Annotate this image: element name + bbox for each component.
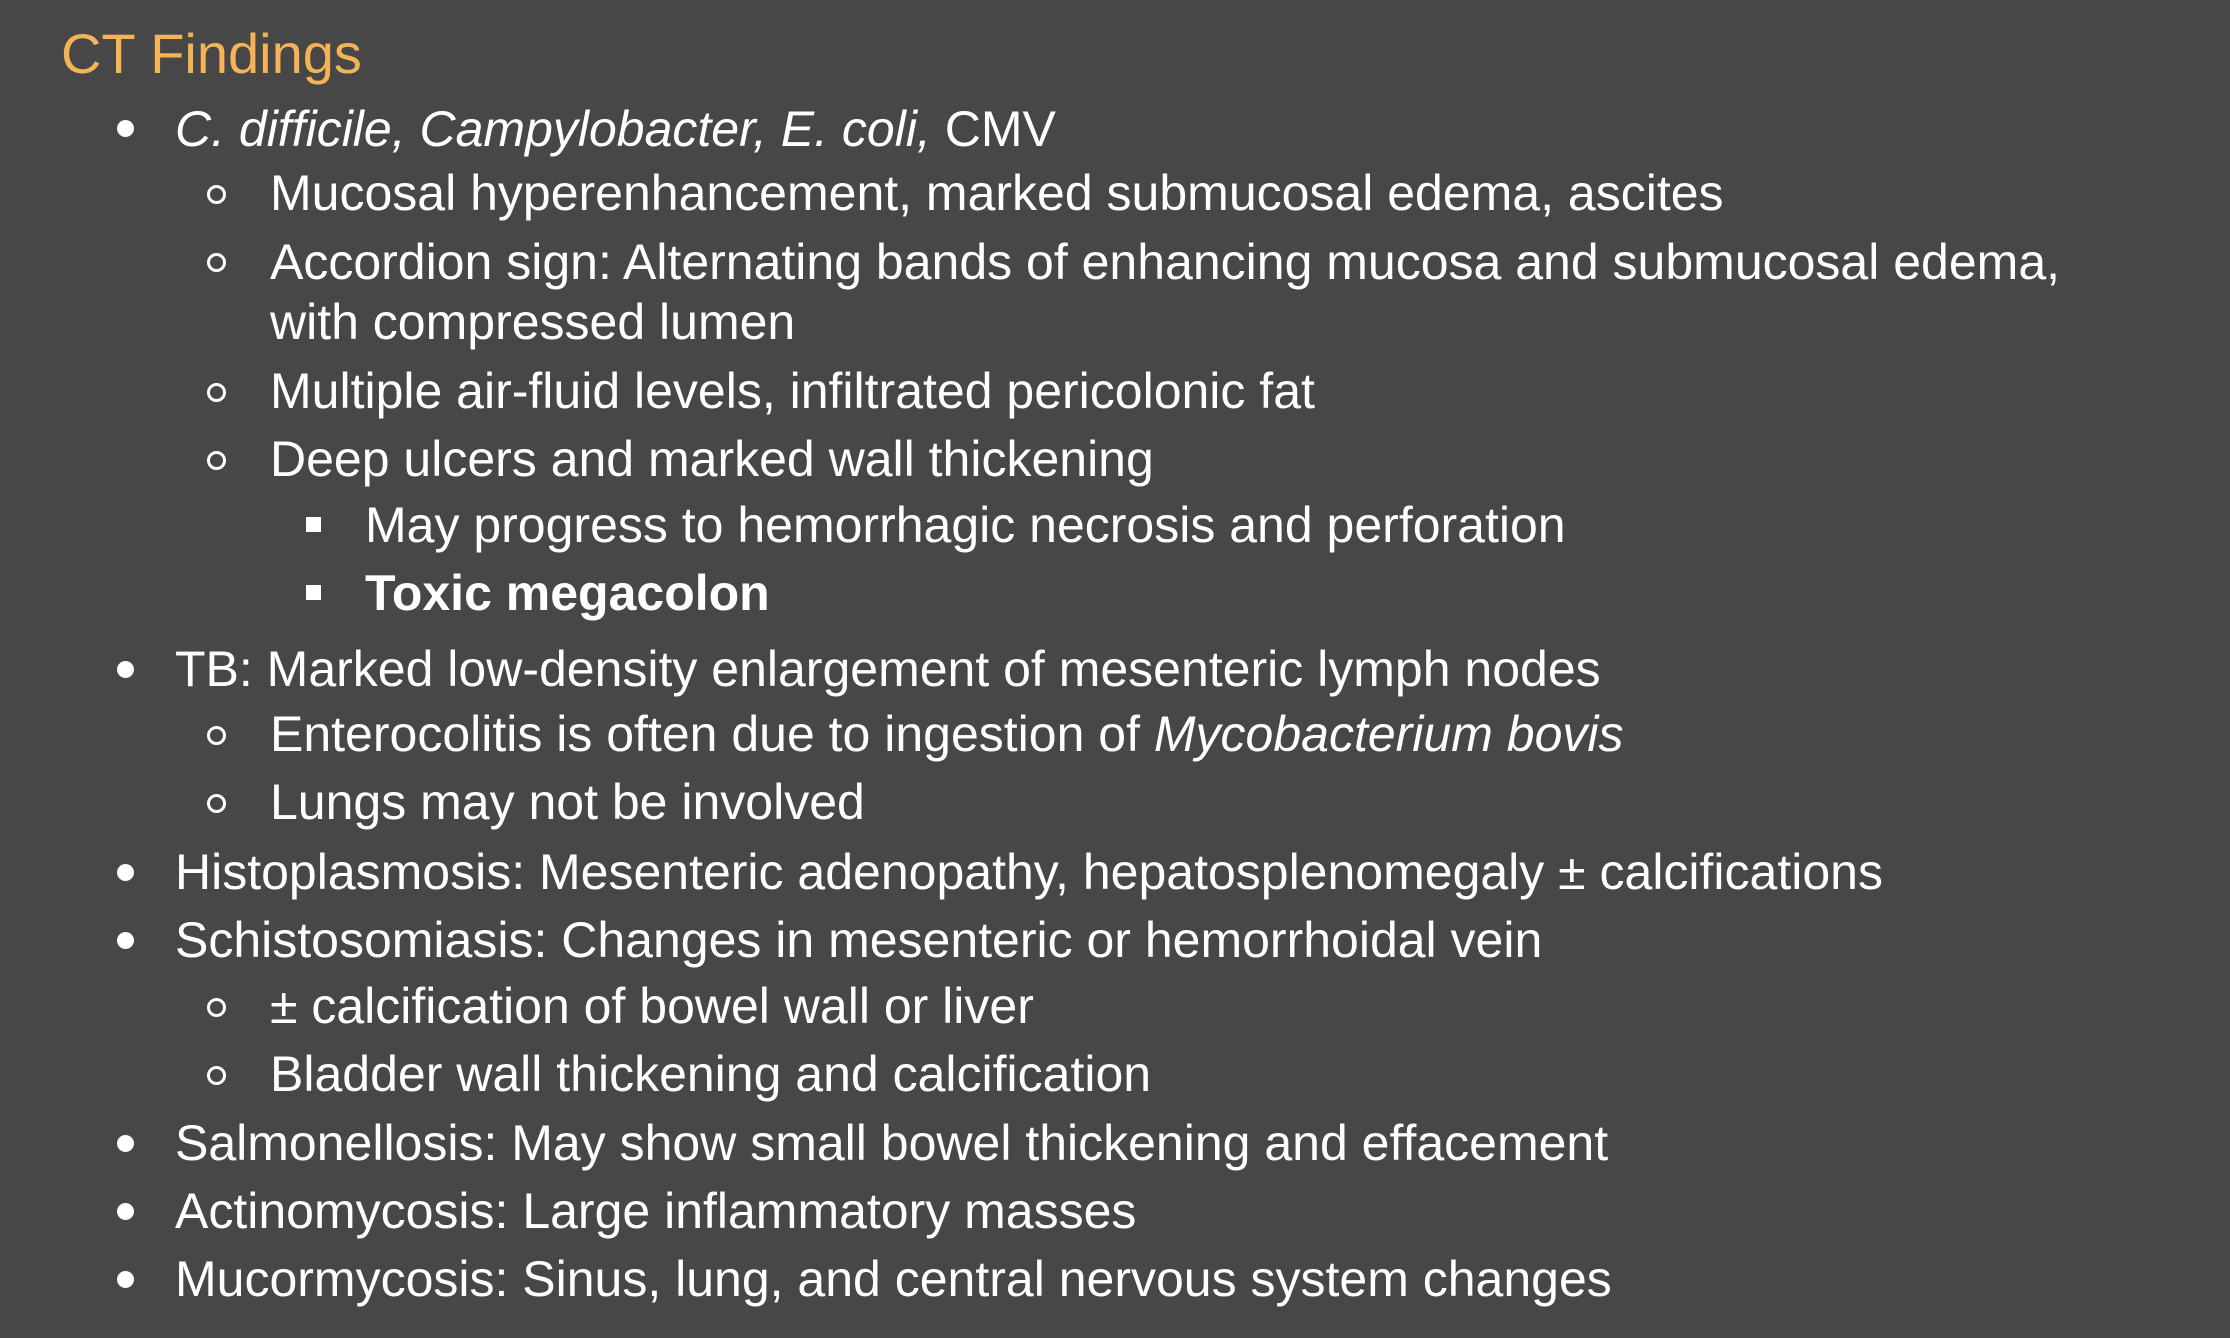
bullet-dot-icon	[117, 1271, 134, 1288]
list-item-actinomycosis: Actinomycosis: Large inflammatory masses	[175, 1183, 1137, 1239]
bullet-dot-icon	[117, 864, 134, 881]
bullet-dot-icon	[117, 1203, 134, 1220]
list-item-salmonellosis: Salmonellosis: May show small bowel thickening and effacement	[175, 1115, 1609, 1171]
bullet-square-icon	[306, 585, 321, 600]
bullet-dot-icon	[117, 661, 134, 678]
list-item-deep-ulcers: Deep ulcers and marked wall thickening	[270, 431, 1154, 487]
slide-title: CT Findings	[61, 22, 362, 85]
list-item-mucosal: Mucosal hyperenhancement, marked submucosal edema, ascites	[270, 165, 1724, 221]
list-item-hemorrhagic: May progress to hemorrhagic necrosis and perforation	[365, 497, 1566, 553]
list-item-accordion-line2: with compressed lumen	[270, 294, 796, 350]
bullet-circle-icon	[207, 383, 226, 402]
bullet-dot-icon	[117, 1135, 134, 1152]
list-item-histoplasmosis: Histoplasmosis: Mesenteric adenopathy, hepatosplenomegaly ± calcifications	[175, 844, 1883, 900]
bullet-circle-icon	[207, 998, 226, 1017]
list-item-bladder: Bladder wall thickening and calcification	[270, 1046, 1152, 1102]
list-item-pathogens	[175, 99, 1056, 159]
bullet-circle-icon	[207, 1066, 226, 1085]
bullet-dot-icon	[117, 120, 134, 137]
bullet-circle-icon	[207, 253, 226, 272]
enterocolitis-plain: Enterocolitis is often due to ingestion of	[270, 706, 1154, 762]
pathogens-italic: C. difficile, Campylobacter, E. coli,	[175, 101, 931, 157]
list-item-tb: TB: Marked low-density enlargement of mesenteric lymph nodes	[175, 641, 1601, 697]
pathogens-rest: CMV	[930, 101, 1056, 157]
bullet-circle-icon	[207, 451, 226, 470]
list-item-lungs: Lungs may not be involved	[270, 774, 865, 830]
list-item-mucormycosis: Mucormycosis: Sinus, lung, and central nervous system changes	[175, 1251, 1612, 1307]
bullet-dot-icon	[117, 932, 134, 949]
list-item-schistosomiasis: Schistosomiasis: Changes in mesenteric or hemorrhoidal vein	[175, 912, 1543, 968]
bullet-circle-icon	[207, 794, 226, 813]
list-item-air-fluid: Multiple air-fluid levels, infiltrated pericolonic fat	[270, 363, 1315, 419]
list-item-toxic-megacolon: Toxic megacolon	[365, 565, 770, 621]
enterocolitis-italic: Mycobacterium bovis	[1153, 706, 1624, 762]
bullet-circle-icon	[207, 185, 226, 204]
list-item-enterocolitis	[270, 704, 1623, 764]
bullet-circle-icon	[207, 726, 226, 745]
list-item-accordion-line1: Accordion sign: Alternating bands of enhancing mucosa and submucosal edema,	[270, 234, 2061, 290]
list-item-calcification: ± calcification of bowel wall or liver	[270, 978, 1034, 1034]
bullet-square-icon	[306, 517, 321, 532]
